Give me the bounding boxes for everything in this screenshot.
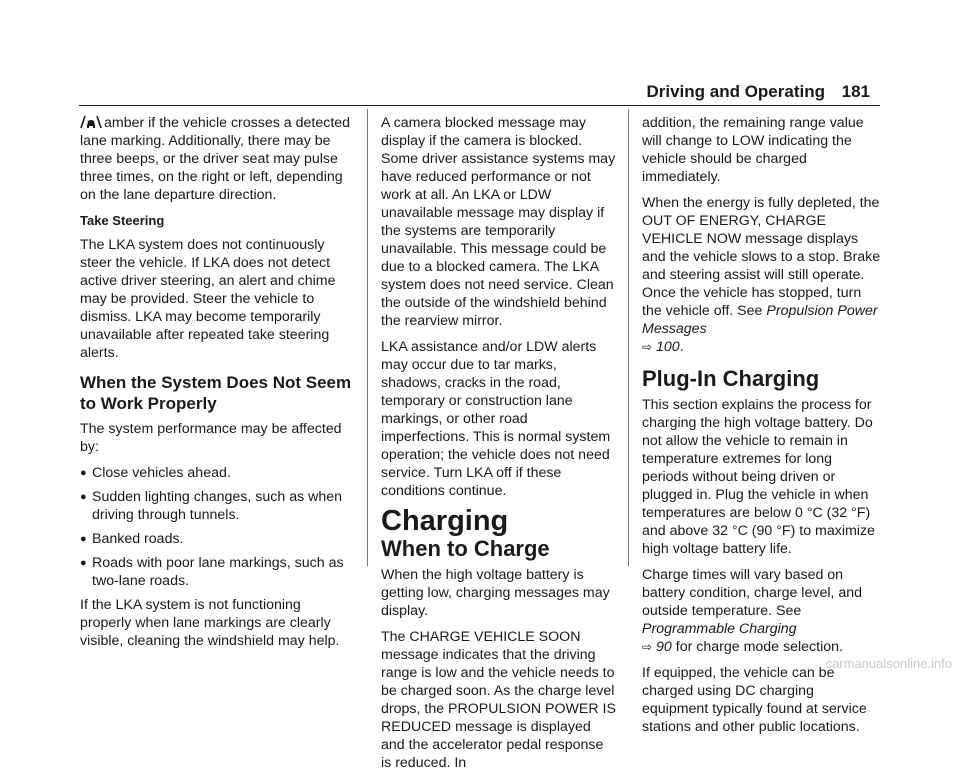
paragraph-text: amber if the vehicle crosses a detected lane marking. Additionally, there may be three beeps, or the driver seat may pulse three times, on the right or left, depending on the lane departure direction. bbox=[80, 115, 351, 203]
paragraph: addition, the remaining range value will change to LOW indicating the vehicle should be charged immediately. bbox=[642, 115, 864, 185]
heading-plug-in-charging: Plug-In Charging bbox=[642, 366, 820, 391]
paragraph bbox=[642, 566, 882, 656]
column-divider bbox=[367, 109, 368, 566]
list-item bbox=[80, 530, 354, 548]
list-item-text: Roads with poor lane markings, such as two-lane roads. bbox=[92, 555, 344, 589]
punctuation: . bbox=[679, 339, 684, 355]
page-number: 181 bbox=[841, 82, 870, 101]
list-item-text: Banked roads. bbox=[92, 531, 184, 547]
heading-charging: Charging bbox=[381, 505, 509, 537]
paragraph: If the LKA system is not functioning properly when lane markings are clearly visible, cleaning the windshield may help. bbox=[80, 597, 340, 649]
paragraph-text: for charge mode selection. bbox=[675, 639, 843, 655]
bullet-icon: ● bbox=[80, 491, 87, 503]
paragraph-text: When the energy is fully depleted, the OUT OF ENERGY, CHARGE VEHICLE NOW message displays and the vehicle slows to a stop. Brake and steering assist will still operate. Once the vehicle has stopped, turn the vehicle off. See bbox=[642, 195, 881, 319]
bullet-icon: ● bbox=[80, 467, 87, 479]
page-reference-arrow-icon: ⇨ bbox=[642, 340, 653, 354]
paragraph bbox=[642, 194, 882, 356]
bullet-icon: ● bbox=[80, 533, 87, 545]
paragraph: The CHARGE VEHICLE SOON message indicates that the driving range is low and the vehicle needs to be charged soon. As the charge level drops, the PROPULSION POWER IS REDUCED message is displayed and the accelerator pedal response is reduced. In bbox=[381, 629, 616, 771]
paragraph: LKA assistance and/or LDW alerts may occur due to tar marks, shadows, cracks in the road, temporary or construction lane markings, or other road imperfections. This is normal system operation; the vehicle does not need service. Turn LKA off if these conditions continue. bbox=[381, 339, 611, 499]
heading-when-to-charge: When to Charge bbox=[381, 536, 550, 561]
paragraph: When the high voltage battery is getting low, charging messages may display. bbox=[381, 567, 610, 619]
column-divider bbox=[628, 109, 629, 566]
page-reference-arrow-icon: ⇨ bbox=[642, 640, 653, 654]
cross-reference-link[interactable]: Propulsion Power Messages bbox=[642, 303, 878, 337]
section-title: Driving and Operating bbox=[646, 82, 825, 101]
watermark: carmanualsonline.info bbox=[825, 656, 952, 671]
label-take-steering: Take Steering bbox=[80, 213, 165, 228]
column-3 bbox=[642, 114, 882, 744]
column-2 bbox=[381, 114, 617, 780]
list-item-text: Close vehicles ahead. bbox=[92, 465, 231, 481]
paragraph: If equipped, the vehicle can be charged using DC charging equipment typically found at service stations and other public locations. bbox=[642, 665, 867, 735]
page-reference[interactable]: 100 bbox=[656, 339, 680, 355]
paragraph: The LKA system does not continuously steer the vehicle. If LKA does not detect active driver steering, an alert and chime may be provided. Steer the vehicle to dismiss. LKA may become temporarily unavailable after repeated take steering alerts. bbox=[80, 237, 336, 361]
paragraph bbox=[80, 114, 354, 204]
list-item bbox=[80, 554, 354, 590]
list-item bbox=[80, 488, 354, 524]
bullet-icon: ● bbox=[80, 557, 87, 569]
heading-system-not-working: When the System Does Not Seem to Work Properly bbox=[80, 373, 352, 413]
bullet-list bbox=[80, 464, 354, 590]
list-item-text: Sudden lighting changes, such as when driving through tunnels. bbox=[92, 489, 343, 523]
list-item bbox=[80, 464, 354, 482]
paragraph-text: Charge times will vary based on battery condition, charge level, and outside temperature. See bbox=[642, 567, 863, 619]
header-rule bbox=[79, 105, 880, 106]
cross-reference-link[interactable]: Programmable Charging bbox=[642, 621, 797, 637]
column-1 bbox=[80, 114, 354, 658]
paragraph: The system performance may be affected by: bbox=[80, 421, 342, 455]
paragraph: A camera blocked message may display if the camera is blocked. Some driver assistance systems may have reduced performance or not work at all. An LKA or LDW unavailable message may display if the systems are temporarily unavailable. This message could be due to a blocked camera. The LKA system does not need service. Clean the outside of the windshield behind the rearview mirror. bbox=[381, 115, 616, 329]
page-reference[interactable]: 90 bbox=[656, 639, 672, 655]
page-header bbox=[0, 78, 960, 104]
paragraph: This section explains the process for charging the high voltage battery. Do not allow the vehicle to remain in temperature extremes for long periods without being driven or plugged in. Plug the vehicle in when temperatures are below 0 °C (32 °F) and above 32 °C (90 °F) to maximize high voltage battery life. bbox=[642, 397, 875, 557]
lane-departure-warning-icon bbox=[80, 115, 102, 129]
